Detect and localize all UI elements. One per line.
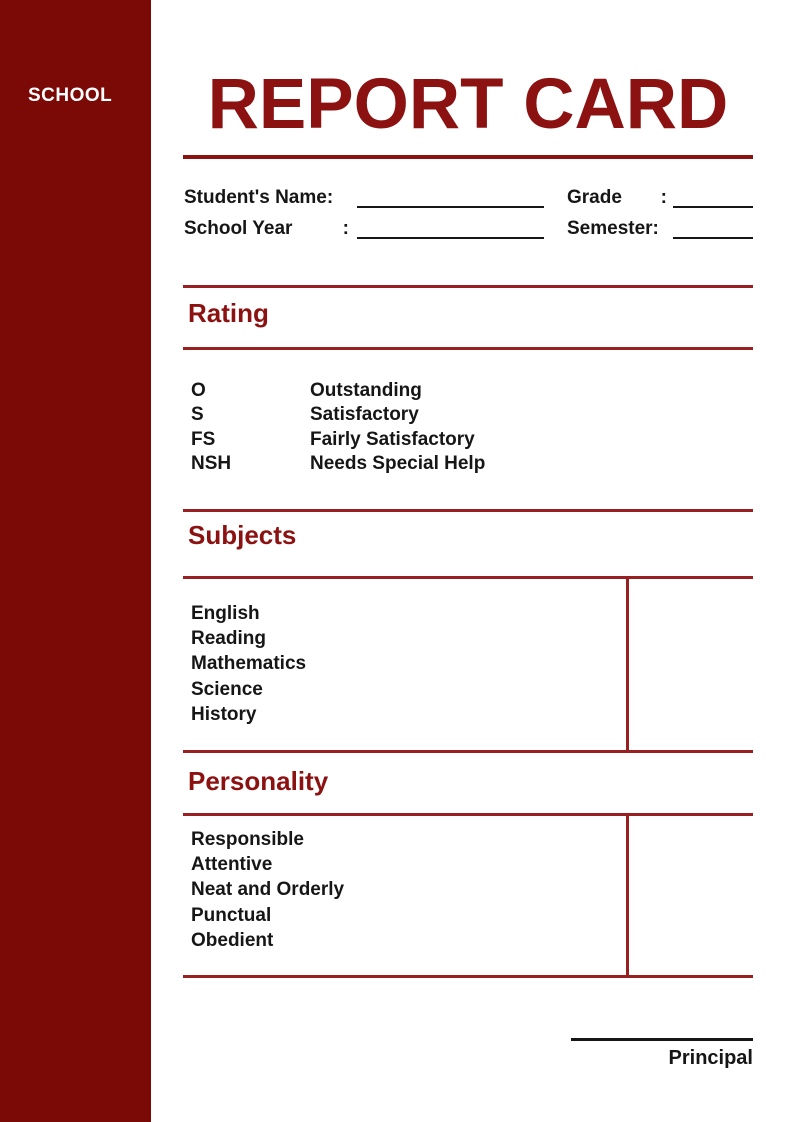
student-name-row (183, 177, 753, 208)
student-name-label: Student's Name: (184, 187, 334, 208)
semester-label: Semester: (567, 218, 659, 239)
rating-heading: Rating (188, 298, 269, 328)
grade-blank (673, 186, 753, 208)
subject-item: Mathematics (191, 653, 307, 675)
rating-row: S Satisfactory (191, 404, 419, 426)
subjects-list (191, 601, 306, 727)
subject-item: Science (191, 678, 263, 700)
personality-item: Attentive (191, 854, 273, 876)
subjects-heading: Subjects (188, 520, 297, 550)
rating-rule-top (183, 285, 753, 288)
signature-line (571, 1038, 753, 1041)
school-label: SCHOOL (28, 85, 113, 106)
content (183, 0, 753, 1122)
personality-rule-bottom (183, 975, 753, 978)
rating-rule-bottom (183, 347, 753, 350)
personality-rule-mid (183, 813, 753, 816)
personality-heading: Personality (188, 766, 329, 796)
personality-item: Obedient (191, 929, 274, 951)
semester-blank (673, 217, 753, 239)
subject-item: Reading (191, 628, 266, 650)
grade-label: Grade : (567, 187, 667, 208)
page-title: REPORT CARD (207, 65, 729, 144)
subjects-rule-mid (183, 576, 753, 579)
personality-list (191, 827, 344, 953)
personality-column-divider (626, 813, 629, 978)
sidebar (0, 0, 151, 1122)
subjects-column-divider (626, 576, 629, 753)
personality-item: Neat and Orderly (191, 879, 345, 901)
student-name-blank (357, 186, 544, 208)
rating-list (191, 379, 485, 477)
subject-item: English (191, 603, 260, 624)
school-year-row (183, 208, 753, 239)
rating-row: NSH Needs Special Help (191, 453, 486, 475)
rating-row: O Outstanding (191, 380, 422, 401)
header-fields (183, 177, 753, 239)
personality-item: Responsible (191, 829, 304, 850)
principal-label: Principal (668, 1047, 753, 1069)
school-year-blank (357, 217, 544, 239)
subjects-rule-bottom (183, 750, 753, 753)
personality-item: Punctual (191, 904, 272, 926)
subjects-rule-top (183, 509, 753, 512)
title-underline (183, 155, 753, 159)
rating-row: FS Fairly Satisfactory (191, 428, 475, 450)
school-year-label: School Year : (184, 218, 349, 239)
subject-item: History (191, 703, 257, 725)
